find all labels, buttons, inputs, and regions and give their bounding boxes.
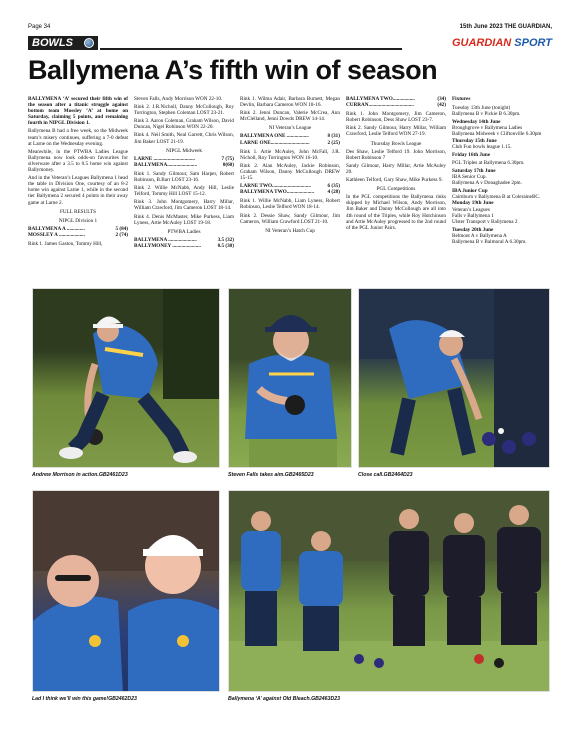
page-number: Page 34 xyxy=(28,24,51,30)
brand-sport: SPORT xyxy=(514,37,552,49)
result-line: BALLYMENA....................... 0(60) xyxy=(134,161,234,168)
photo-caption: Ballymena ‘A’ against Old Bleach.GB2463D23 xyxy=(228,696,340,702)
photo-caption: Andrew Morrison in action.GB2461D23 xyxy=(32,472,128,478)
subheading: PGL Competitions xyxy=(376,186,416,193)
article-column-1 xyxy=(28,96,128,284)
subheading: Thursday Bowls League xyxy=(370,140,422,147)
paragraph: Ballymena B had a free week, so the Midweek team’s misery continues, suffering a 7-0 defeat at Larne on the Wednesday evening. xyxy=(28,128,128,147)
bowls-ball-icon xyxy=(84,38,94,48)
bowler-aiming-illustration xyxy=(229,289,352,468)
photo-teammates-laughing xyxy=(32,490,220,692)
brand-main: GUARDIAN xyxy=(451,37,512,49)
paragraph: Rink 2. Dessie Shaw, Sandy Gilmour, Jim Cameron, William Crawford LOST 21-10. xyxy=(240,212,340,225)
paragraph: Rink 2. J.R.Nicholl, Danny McCullough, Roy Torrington, Stephen Coleman LOST 23-21. xyxy=(134,104,234,117)
fixture-item: Club Fun bowls league 1.15. xyxy=(452,143,512,150)
subheading: FULL RESULTS xyxy=(59,208,97,215)
fixtures-heading: Fixtures xyxy=(452,96,471,102)
fixture-item: Ballymena A v Donaghadee 2pm. xyxy=(452,180,522,187)
fixture-item: Ulster Transport v Ballymena 2 xyxy=(452,218,518,225)
fixture-item: Broughgrove v Ballymena Ladies xyxy=(452,125,523,132)
masthead-logo xyxy=(452,37,552,49)
article-column-4 xyxy=(346,96,446,284)
headline: Ballymena A’s fifth win of season xyxy=(28,55,438,85)
fixture-item: Veteran’s Leagues xyxy=(452,206,490,213)
team-game-illustration xyxy=(229,491,550,692)
result-line: BALLYMENA TWO..................... 4 (28) xyxy=(240,189,340,196)
article-column-2 xyxy=(134,96,234,284)
paragraph: Rink 4. Denis McMaster, Mike Purkess, Liam Lyness, Artie McAuley LOST 19-18. xyxy=(134,213,234,226)
paragraph: And in the Veteran’s Leagues Ballymena 1 head the table in Division One, courtesy of an 8-2 home win against Larne 1, while in the second tier Ballymena 2 secured 4 points in their away game at Larne 2. xyxy=(28,175,128,206)
result-line: BALLYMENA ONE ................. 8 (31) xyxy=(240,133,340,140)
fixture-item: Ballymena B v Pickie B 6.30pm. xyxy=(452,111,521,118)
result-line: BALLYMENA ...................... 3.5 (32) xyxy=(134,236,234,243)
paragraph: Rink 3. Aaron Coleman, Graham Wilson, David Duncan, Nigel Robinson WON 22-20. xyxy=(134,118,234,131)
issue-date: 15th June 2023 THE GUARDIAN, xyxy=(459,24,552,30)
paragraph: Rink 4. Neil Smith, Neal Garrett, Chris Wilson, Jim Baker LOST 21-19. xyxy=(134,132,234,145)
paragraph: Rink 2. Alan McAuley, Jackie Robinson, Graham Wilson, Danny McCullough DREW 15-15. xyxy=(240,162,340,182)
result-line: BALLYMENA TWO................. (34) xyxy=(346,96,446,102)
fixture-date: Friday 16th June xyxy=(452,151,491,158)
paragraph: Rink 1. James Gaston, Tommy Hill, xyxy=(28,240,103,247)
subheading: NI Veteran’s Hatch Cup xyxy=(265,227,315,234)
fixture-item: Ballymena B v Balmoral A 6.30pm. xyxy=(452,238,527,245)
page-header xyxy=(28,24,552,34)
paragraph: Steven Falls, Andy Morrison WON 22-10. xyxy=(134,96,223,102)
result-line: BALLYMENA A .............. 5 (84) xyxy=(28,225,128,232)
paragraph: Rink 3. John Montgomery, Harry Millar, William Crawford, Jim Cameron LOST 18-14. xyxy=(134,199,234,212)
fixture-item: Falls v Ballymena 1 xyxy=(452,212,494,219)
section-tab xyxy=(28,36,98,50)
subheading: NI Veteran’s League xyxy=(268,125,312,132)
section-banner xyxy=(28,36,552,50)
paragraph: Sandy Gilmour, Harry Millar, Artie McAuley 20. xyxy=(346,162,446,175)
photo-taking-aim xyxy=(228,288,352,468)
article-lead: BALLYMENA ‘A’ secured their fifth win of the season after a titanic struggle against bottom team Mossley ‘A’ at home on Saturday, claiming 5 points, and remaining fourth in NIPGL Division 1. xyxy=(28,96,128,127)
fixture-date: Monday 19th June xyxy=(452,200,494,207)
paragraph: Kathleen Telford, Gary Shaw, Mike Purkess 9. xyxy=(346,177,443,184)
paragraph: Des Shaw, Leslie Telford 19. John Morrison, Robert Robinson 7 xyxy=(346,148,446,161)
bowlers-measuring-illustration xyxy=(359,289,550,468)
result-line: BALLYMONEY ...................... 0.5 (30) xyxy=(134,242,234,249)
fixture-item: Belmont A v Ballymena A xyxy=(452,232,507,239)
paragraph: Rink 1. Wilma Adair, Barbara Burnett, Megan Devlin, Barbara Cameron WON 18-16. xyxy=(240,96,340,109)
banner-rule xyxy=(100,48,402,50)
photo-caption: Steven Falls takes aim.GB2465D23 xyxy=(228,472,314,478)
paragraph: Rink 1. Willie McNabb, Liam Lyness, Robert Robinson, Leslie Telford WON 18-14. xyxy=(240,198,340,211)
photo-caption: Lad I think we’ll win this game!GB2462D23 xyxy=(32,696,137,702)
paragraph: Rink 1. John Montgomery, Jim Cameron, Robert Robinson, Dess Shaw LOST 23-7. xyxy=(346,111,446,124)
section-label: BOWLS xyxy=(32,37,73,49)
photo-close-call xyxy=(358,288,550,468)
photo-caption: Close call.GB2464D23 xyxy=(358,472,413,478)
fixture-date: Tuesday 20th June xyxy=(452,226,494,233)
bowler-crouching-illustration xyxy=(33,289,220,468)
fixture-item: PGL Triples at Ballymena 6.30pm. xyxy=(452,159,525,166)
photo-bowler-in-action xyxy=(32,288,220,468)
paragraph: Rink 1. Sandy Gilmour, Sam Harper, Robert Robinson, B.Barr LOST 23-16. xyxy=(134,170,234,184)
teammates-illustration xyxy=(33,491,220,692)
fixture-date: Saturday 17th June xyxy=(452,167,496,174)
result-line: CURRAN................................... (42) xyxy=(346,102,446,109)
fixture-item: Ballymena Midweek v Cliftonville 6.30pm xyxy=(452,131,542,138)
paragraph: Rink 2. Sandy Gilmour, Harry Millar, William Crawford, Leslie Telford WON 27-19. xyxy=(346,125,446,138)
subheading: NIPGL Midweek xyxy=(166,147,202,154)
paragraph: In the PGL competitions the Ballymena rinks skipped by Michael Wilson, Andy Morrison, Jim Baker and Danny McCullough are all into 4th round of the Triples, while Roy Hutchinson and Artie McAuley progressed to the 2nd round of the PGL Junior Pairs. xyxy=(346,194,446,231)
article-body xyxy=(28,96,552,284)
fixtures-column xyxy=(452,96,552,284)
subheading: NIPGL Division 1 xyxy=(58,217,98,224)
result-line: LARNE ................................ 7 (75) xyxy=(134,155,234,162)
result-line: LARNE ONE.............................. 2 (25) xyxy=(240,139,340,146)
article-column-3 xyxy=(240,96,340,284)
paragraph: Meanwhile, in the PTWBA Ladies League Ballymena now look odds-on favourites for silverware after a 3.5 to 0.5 home win against Ballymoney. xyxy=(28,148,128,174)
fixture-item: IBA Senior Cup. xyxy=(452,174,487,181)
subheading: PTWBA Ladies xyxy=(167,228,201,235)
paragraph: Rink 1. Artie McAuley, John McFall, J.R. Nicholl, Roy Torrington WON 16-10. xyxy=(240,148,340,161)
result-line: LARNE TWO.............................. 6 (35) xyxy=(240,183,340,190)
fixture-date: Thursday 15th June xyxy=(452,137,497,144)
fixture-date: IBA Junior Cup xyxy=(452,188,488,195)
paragraph: Rink 2. Willie McNabb, Andy Hill, Leslie Telford, Tommy Hill LOST 15-12. xyxy=(134,185,234,198)
fixture-item: Cairnburn v Ballymena B at ColeraineBC. xyxy=(452,194,541,201)
fixture-date: Wednesday 14th June xyxy=(452,119,501,126)
paragraph: Rink 2. Jenni Duncan, Valerie McCrea, Ann McClelland, Jenni Dowds DREW 14-14. xyxy=(240,110,340,123)
photo-team-game xyxy=(228,490,550,692)
fixture-date: Tuesday 13th June (tonight) xyxy=(452,105,511,112)
result-line: MOSSLEY A .................... 2 (74) xyxy=(28,231,128,238)
